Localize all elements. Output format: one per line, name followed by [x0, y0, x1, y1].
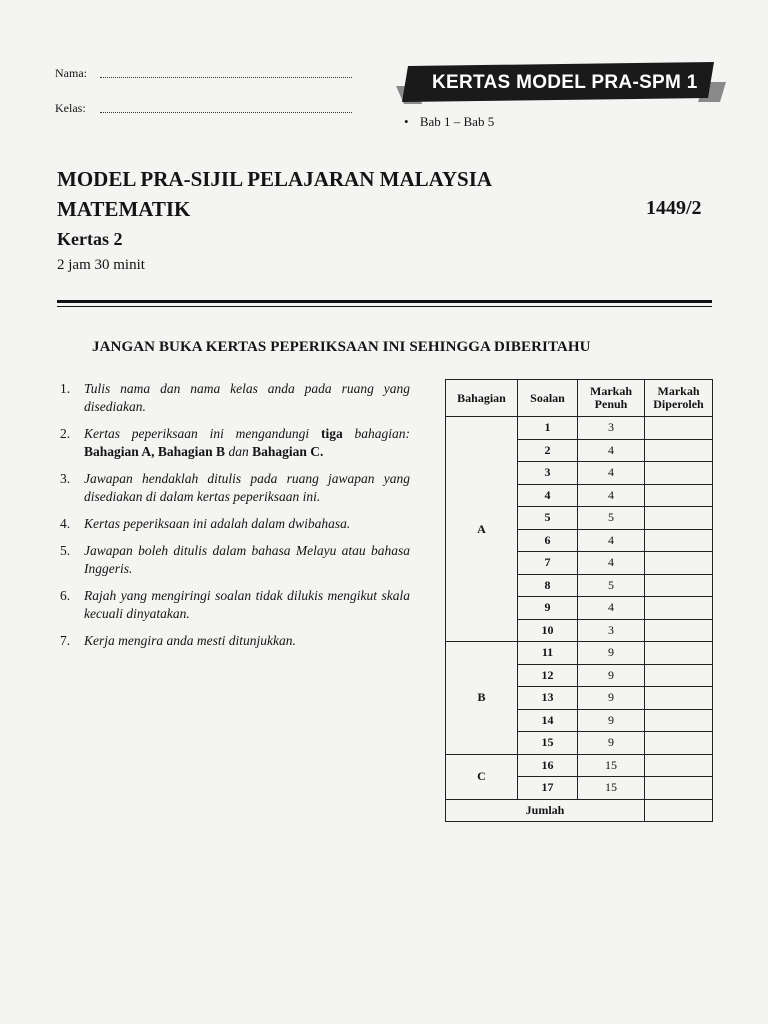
instruction-item: 7. Kerja mengira anda mesti ditunjukkan. [60, 633, 296, 648]
question-number: 3 [518, 462, 578, 485]
full-marks: 4 [578, 439, 645, 462]
section-b-cell: B [446, 642, 518, 755]
name-dotted-line [100, 77, 352, 78]
question-number: 8 [518, 574, 578, 597]
question-number: 17 [518, 777, 578, 800]
do-not-open-warning: JANGAN BUKA KERTAS PEPERIKSAAN INI SEHINGGA DIBERITAHU [92, 339, 591, 355]
full-marks: 4 [578, 484, 645, 507]
table-header-row [446, 380, 713, 417]
full-marks: 9 [578, 642, 645, 665]
section-a-cell: A [446, 417, 518, 642]
obtained-marks-cell[interactable] [645, 687, 713, 710]
class-label: Kelas: [55, 101, 86, 115]
obtained-marks-cell[interactable] [645, 484, 713, 507]
instruction-item: 2. Kertas peperiksaan ini mengandungi tiga bahagian: Bahagian A, Bahagian B dan Bahagian C. [60, 426, 411, 459]
question-number: 16 [518, 754, 578, 777]
chapter-range-text: Bab 1 – Bab 5 [419, 114, 495, 129]
obtained-marks-cell[interactable] [645, 574, 713, 597]
model-paper-banner [396, 62, 726, 106]
banner-title: KERTAS MODEL PRA-SPM 1 [432, 72, 698, 93]
question-number: 11 [518, 642, 578, 665]
total-obtained-cell[interactable] [645, 799, 713, 822]
instruction-item: 1. Tulis nama dan nama kelas anda pada ruang yang disediakan. [60, 381, 410, 414]
full-marks: 5 [578, 507, 645, 530]
instruction-item: 5. Jawapan boleh ditulis dalam bahasa Melayu atau bahasa Inggeris. [60, 543, 410, 576]
total-label: Jumlah [446, 799, 645, 822]
obtained-marks-cell[interactable] [645, 439, 713, 462]
full-marks: 4 [578, 462, 645, 485]
question-number: 1 [518, 417, 578, 440]
instruction-item: 6. Rajah yang mengiringi soalan tidak dilukis mengikut skala kecuali dinyatakan. [60, 588, 410, 621]
full-marks: 9 [578, 687, 645, 710]
question-number: 13 [518, 687, 578, 710]
class-field[interactable] [55, 101, 355, 117]
total-row [446, 799, 713, 822]
full-marks: 9 [578, 732, 645, 755]
paper-code: 1449/2 [646, 197, 702, 219]
exam-title: MODEL PRA-SIJIL PELAJARAN MALAYSIA [57, 167, 493, 191]
full-marks: 9 [578, 709, 645, 732]
section-c-cell: C [446, 754, 518, 799]
name-label: Nama: [55, 66, 87, 80]
marks-table [445, 379, 713, 822]
question-number: 4 [518, 484, 578, 507]
header-full-marks: Markah Penuh [578, 380, 645, 417]
full-marks: 3 [578, 417, 645, 440]
obtained-marks-cell[interactable] [645, 597, 713, 620]
instruction-item: 4. Kertas peperiksaan ini adalah dalam dwibahasa. [60, 516, 351, 531]
full-marks: 4 [578, 552, 645, 575]
table-row [446, 417, 713, 440]
chapter-range [404, 114, 494, 130]
paper-duration: 2 jam 30 minit [57, 257, 145, 273]
question-number: 5 [518, 507, 578, 530]
subject-title: MATEMATIK [57, 197, 191, 221]
obtained-marks-cell[interactable] [645, 709, 713, 732]
question-number: 6 [518, 529, 578, 552]
paper-number: Kertas 2 [57, 229, 123, 249]
name-field[interactable] [55, 66, 355, 82]
question-number: 9 [518, 597, 578, 620]
obtained-marks-cell[interactable] [645, 777, 713, 800]
full-marks: 3 [578, 619, 645, 642]
question-number: 12 [518, 664, 578, 687]
header-question: Soalan [518, 380, 578, 417]
obtained-marks-cell[interactable] [645, 619, 713, 642]
obtained-marks-cell[interactable] [645, 507, 713, 530]
obtained-marks-cell[interactable] [645, 417, 713, 440]
obtained-marks-cell[interactable] [645, 664, 713, 687]
question-number: 2 [518, 439, 578, 462]
header-section: Bahagian [446, 380, 518, 417]
header-divider-thick [57, 300, 712, 303]
obtained-marks-cell[interactable] [645, 529, 713, 552]
instruction-item: 3. Jawapan hendaklah ditulis pada ruang jawapan yang disediakan di dalam kertas peperiksaan ini. [60, 471, 410, 504]
table-row [446, 642, 713, 665]
table-row [446, 754, 713, 777]
full-marks: 15 [578, 754, 645, 777]
full-marks: 4 [578, 529, 645, 552]
full-marks: 15 [578, 777, 645, 800]
header-divider-thin [57, 306, 712, 307]
class-dotted-line [100, 112, 352, 113]
obtained-marks-cell[interactable] [645, 754, 713, 777]
header-obtained-marks: Markah Diperoleh [645, 380, 713, 417]
instructions-list [60, 380, 410, 650]
obtained-marks-cell[interactable] [645, 732, 713, 755]
obtained-marks-cell[interactable] [645, 462, 713, 485]
full-marks: 5 [578, 574, 645, 597]
question-number: 15 [518, 732, 578, 755]
bullet-icon: • [404, 114, 409, 129]
obtained-marks-cell[interactable] [645, 552, 713, 575]
question-number: 14 [518, 709, 578, 732]
full-marks: 4 [578, 597, 645, 620]
question-number: 7 [518, 552, 578, 575]
question-number: 10 [518, 619, 578, 642]
full-marks: 9 [578, 664, 645, 687]
obtained-marks-cell[interactable] [645, 642, 713, 665]
